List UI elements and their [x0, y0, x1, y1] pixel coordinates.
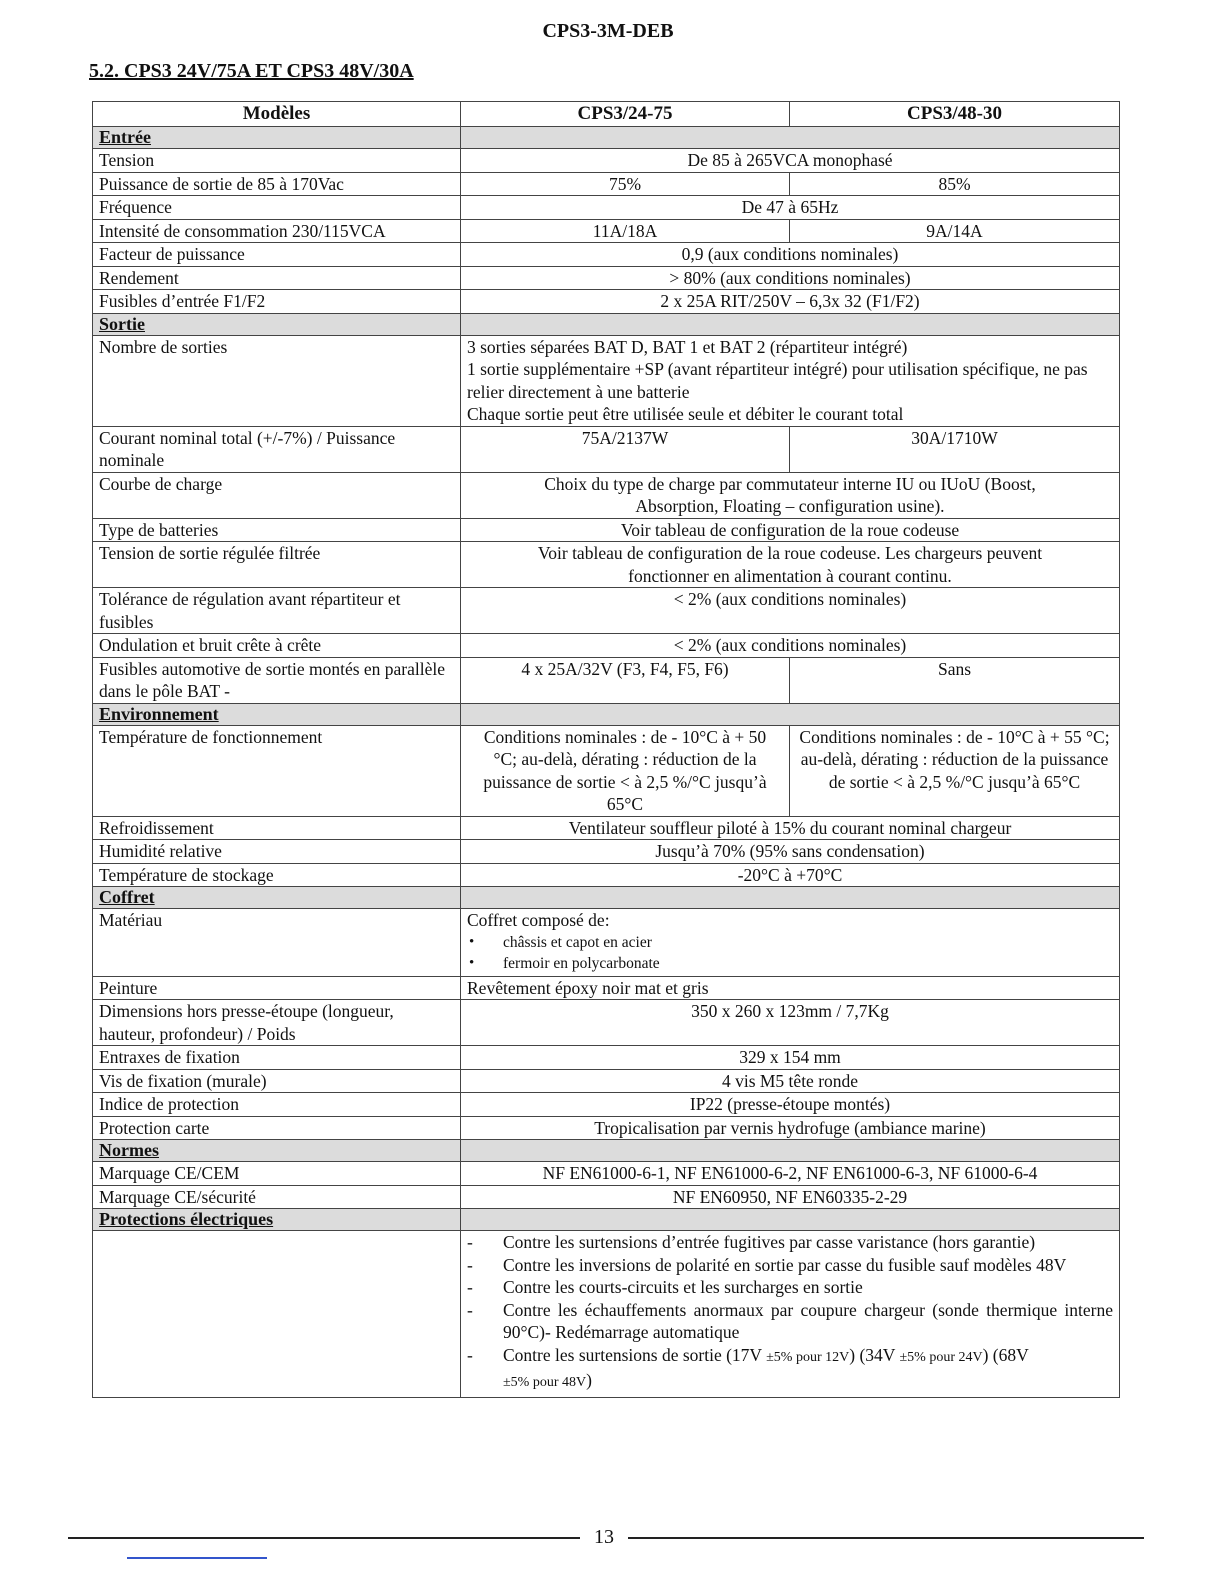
table-row [93, 976, 1120, 1000]
row-value-model-1: 11A/18A [461, 219, 790, 243]
table-row [93, 219, 1120, 243]
row-label: Tension [93, 149, 461, 173]
table-row [93, 542, 1120, 588]
list-item-text: Contre les surtensions d’entrée fugitives par casse varistance (hors garantie) [503, 1232, 1036, 1252]
row-label: Température de stockage [93, 863, 461, 887]
table-row [93, 634, 1120, 658]
row-value: -20°C à +70°C [461, 863, 1120, 887]
table-row [93, 290, 1120, 314]
table-row [93, 266, 1120, 290]
table-row [93, 426, 1120, 472]
header-models: Modèles [93, 102, 461, 127]
row-value: De 47 à 65Hz [461, 196, 1120, 220]
section-row-entree [93, 127, 1120, 149]
row-label: Refroidissement [93, 816, 461, 840]
row-label: Courant nominal total (+/-7%) / Puissance nominale [93, 426, 461, 472]
section-label-protections: Protections électriques [93, 1209, 461, 1231]
table-row [93, 472, 1120, 518]
row-label: Courbe de charge [93, 472, 461, 518]
row-label: Marquage CE/CEM [93, 1162, 461, 1186]
list-item [467, 1276, 1113, 1299]
row-value [461, 909, 1120, 977]
row-label: Indice de protection [93, 1093, 461, 1117]
row-value: < 2% (aux conditions nominales) [461, 634, 1120, 658]
section-row-protections [93, 1209, 1120, 1231]
row-label: Protection carte [93, 1116, 461, 1140]
row-value [461, 1231, 1120, 1398]
row-label-empty [93, 1231, 461, 1398]
row-value-model-2: 9A/14A [790, 219, 1120, 243]
table-row [93, 1000, 1120, 1046]
table-row [93, 1162, 1120, 1186]
table-row [93, 1069, 1120, 1093]
dash-mark: - [467, 1299, 473, 1320]
footnote-link-rule [127, 1557, 267, 1559]
row-value: 329 x 154 mm [461, 1046, 1120, 1070]
row-label: Vis de fixation (murale) [93, 1069, 461, 1093]
dash-mark: - [467, 1254, 473, 1275]
dash-mark: - [467, 1277, 473, 1297]
row-value: IP22 (presse-étoupe montés) [461, 1093, 1120, 1117]
table-row [93, 840, 1120, 864]
row-label: Intensité de consommation 230/115VCA [93, 219, 461, 243]
table-row [93, 149, 1120, 173]
row-value-model-1: Conditions nominales : de - 10°C à + 50 °C; au-delà, dérating : réduction de la puissance de sortie < à 2,5 %/°C jusqu’à 65°C [461, 725, 790, 816]
table-row [93, 196, 1120, 220]
row-value: Voir tableau de configuration de la roue codeuse [461, 518, 1120, 542]
row-value: NF EN61000-6-1, NF EN61000-6-2, NF EN61000-6-3, NF 61000-6-4 [461, 1162, 1120, 1186]
row-label: Tension de sortie régulée filtrée [93, 542, 461, 588]
row-value-model-1: 75% [461, 172, 790, 196]
row-value: < 2% (aux conditions nominales) [461, 588, 1120, 634]
row-value: Jusqu’à 70% (95% sans condensation) [461, 840, 1120, 864]
page-number: 13 [594, 1526, 614, 1548]
row-label: Peinture [93, 976, 461, 1000]
row-label: Rendement [93, 266, 461, 290]
row-label: Dimensions hors presse-étoupe (longueur, hauteur, profondeur) / Poids [93, 1000, 461, 1046]
spec-table [92, 101, 1120, 1398]
row-value: Tropicalisation par vernis hydrofuge (ambiance marine) [461, 1116, 1120, 1140]
outputs-line-3: Chaque sortie peut être utilisée seule et débiter le courant total [467, 404, 904, 424]
table-row [93, 863, 1120, 887]
table-row [93, 816, 1120, 840]
table-row [93, 1185, 1120, 1209]
row-value: De 85 à 265VCA monophasé [461, 149, 1120, 173]
list-item [467, 1254, 1113, 1277]
row-label: Ondulation et bruit crête à crête [93, 634, 461, 658]
table-header-row [93, 102, 1120, 127]
list-item [467, 1344, 1113, 1395]
row-value-model-1: 4 x 25A/32V (F3, F4, F5, F6) [461, 657, 790, 703]
document-title: CPS3-3M-DEB [542, 20, 674, 42]
table-row [93, 172, 1120, 196]
row-value: NF EN60950, NF EN60335-2-29 [461, 1185, 1120, 1209]
list-item: • châssis et capot en acier [467, 932, 1113, 953]
section-label-sortie: Sortie [93, 313, 461, 335]
outputs-line-1: 3 sorties séparées BAT D, BAT 1 et BAT 2 (répartiteur intégré) [467, 336, 908, 357]
row-value-model-2: Sans [790, 657, 1120, 703]
header-model-2: CPS3/48-30 [790, 102, 1120, 127]
row-value: 350 x 260 x 123mm / 7,7Kg [461, 1000, 1120, 1046]
row-value: Voir tableau de configuration de la roue codeuse. Les chargeurs peuvent fonctionner en alimentation à courant continu. [461, 542, 1120, 588]
row-value-model-2: 85% [790, 172, 1120, 196]
table-row [93, 588, 1120, 634]
section-title: 5.2. CPS3 24V/75A ET CPS3 48V/30A [89, 60, 414, 82]
row-value [461, 335, 1120, 426]
table-row [93, 1116, 1120, 1140]
row-value-model-1: 75A/2137W [461, 426, 790, 472]
table-row [93, 725, 1120, 816]
row-value: Ventilateur souffleur piloté à 15% du courant nominal chargeur [461, 816, 1120, 840]
list-item-text: Contre les courts-circuits et les surcharges en sortie [503, 1277, 863, 1297]
list-item: • fermoir en polycarbonate [467, 953, 1113, 974]
row-label: Marquage CE/sécurité [93, 1185, 461, 1209]
row-value: Revêtement époxy noir mat et gris [461, 976, 1120, 1000]
list-item-text: Contre les surtensions de sortie (17V ±5% pour 12V) (34V ±5% pour 24V) (68V ±5% pour 48V) [503, 1344, 1029, 1390]
footer-rule-right [628, 1537, 1144, 1539]
list-item-text: Contre les échauffements anormaux par coupure chargeur (sonde thermique interne 90°C)- Redémarrage automatique [503, 1299, 1113, 1342]
row-label: Tolérance de régulation avant répartiteur et fusibles [93, 588, 461, 634]
section-row-sortie [93, 313, 1120, 335]
row-value: Choix du type de charge par commutateur interne IU ou IUoU (Boost, Absorption, Floating – configuration usine). [461, 472, 1120, 518]
header-model-1: CPS3/24-75 [461, 102, 790, 127]
outputs-line-2: 1 sortie supplémentaire +SP (avant répartiteur intégré) pour utilisation spécifique, ne pas relier directement à une batterie [467, 359, 1088, 402]
list-item-text: Contre les inversions de polarité en sortie par casse du fusible sauf modèles 48V [503, 1254, 1067, 1275]
row-value: 0,9 (aux conditions nominales) [461, 243, 1120, 267]
table-row [93, 243, 1120, 267]
table-row [93, 335, 1120, 426]
list-item [467, 1231, 1113, 1254]
row-label: Fusibles d’entrée F1/F2 [93, 290, 461, 314]
material-intro: Coffret composé de: [467, 910, 610, 930]
dash-mark: - [467, 1344, 473, 1365]
section-label-entree: Entrée [93, 127, 461, 149]
table-row [93, 657, 1120, 703]
table-row [93, 909, 1120, 977]
row-label: Type de batteries [93, 518, 461, 542]
table-row [93, 518, 1120, 542]
section-label-environnement: Environnement [93, 703, 461, 725]
row-label: Puissance de sortie de 85 à 170Vac [93, 172, 461, 196]
row-label: Fusibles automotive de sortie montés en parallèle dans le pôle BAT - [93, 657, 461, 703]
row-value-model-2: 30A/1710W [790, 426, 1120, 472]
section-row-coffret [93, 887, 1120, 909]
row-label: Fréquence [93, 196, 461, 220]
table-row [93, 1046, 1120, 1070]
row-value: > 80% (aux conditions nominales) [461, 266, 1120, 290]
table-row [93, 1231, 1120, 1398]
row-label: Température de fonctionnement [93, 725, 461, 816]
section-row-normes [93, 1140, 1120, 1162]
row-label: Humidité relative [93, 840, 461, 864]
dash-mark: - [467, 1232, 473, 1252]
section-label-normes: Normes [93, 1140, 461, 1162]
section-row-environnement [93, 703, 1120, 725]
section-label-coffret: Coffret [93, 887, 461, 909]
row-label: Facteur de puissance [93, 243, 461, 267]
table-row [93, 1093, 1120, 1117]
row-label: Nombre de sorties [93, 335, 461, 426]
row-label: Entraxes de fixation [93, 1046, 461, 1070]
row-value-model-2: Conditions nominales : de - 10°C à + 55 °C; au-delà, dérating : réduction de la puissance de sortie < à 2,5 %/°C jusqu’à 65°C [790, 725, 1120, 816]
row-value: 4 vis M5 tête ronde [461, 1069, 1120, 1093]
row-value: 2 x 25A RIT/250V – 6,3x 32 (F1/F2) [461, 290, 1120, 314]
list-item [467, 1299, 1113, 1344]
footer-rule-left [68, 1537, 580, 1539]
row-label: Matériau [93, 909, 461, 977]
